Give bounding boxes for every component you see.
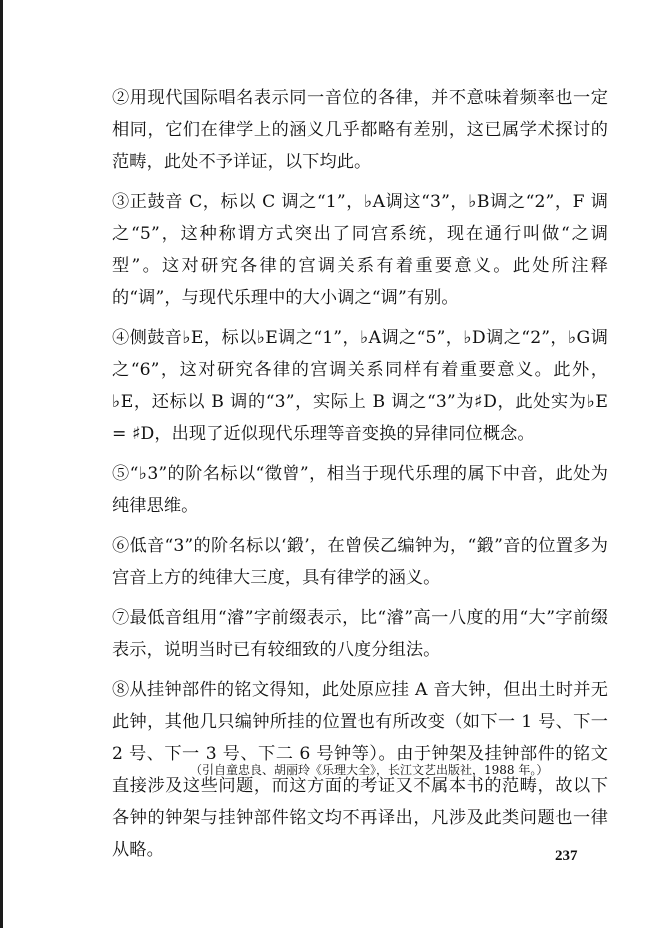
note-3-paragraph: ③正鼓音 C，标以 C 调之“1”，♭A调这“3”，♭B调之“2”，F 调之“5”，这种称谓方式突出了同宫系统，现在通行叫做“之调型”。这对研究各律的宫调关系有着重要意义。此处所注释的“调”，与现代乐理中的大小调之“调”有别。 (112, 192, 608, 308)
note-4-paragraph: ④侧鼓音♭E，标以♭E调之“1”，♭A调之“5”，♭D调之“2”，♭G调之“6”，这对研究各律的宫调关系同样有着重要意义。此外，♭E，还标以 B 调的“3”，实际上 B 调之“3”为♯D，此处实为♭E = ♯D，出现了近似现代乐理等音变换的异律同位概念。 (112, 328, 608, 444)
page-edge-line (0, 0, 3, 928)
note-6-paragraph: ⑥低音“3”的阶名标以‘鍛’，在曾侯乙编钟为，“鍛”音的位置多为宫音上方的纯律大三度，具有律学的涵义。 (112, 536, 608, 588)
page-number: 237 (555, 848, 578, 864)
note-5-paragraph: ⑤“♭3”的阶名标以“徵曾”，相当于现代乐理的属下中音，此处为纯律思维。 (112, 464, 608, 516)
source-citation: （引自童忠良、胡丽玲《乐理大全》，长江文艺出版社，1988 年。） (190, 763, 549, 777)
page-body (112, 82, 608, 874)
note-2-paragraph: ②用现代国际唱名表示同一音位的各律，并不意味着频率也一定相同，它们在律学上的涵义几乎都略有差别，这已属学术探讨的范畴，此处不予详证，以下均此。 (112, 88, 608, 172)
note-8-paragraph: ⑧从挂钟部件的铭文得知，此处原应挂 A 音大钟，但出土时并无此钟，其他几只编钟所挂的位置也有所改变（如下一 1 号、下一 2 号、下一 3 号、下二 6 号钟等）。由于钟架及挂钟部件的铭文直接涉及这些问题，而这方面的考证又不属本书的范畴，故以下各钟的钟架与挂钟部件铭文均不再译出，凡涉及此类问题也一律从略。 (112, 680, 608, 860)
note-7-paragraph: ⑦最低音组用“濬”字前缀表示，比“濬”高一八度的用“大”字前缀表示，说明当时已有较细致的八度分组法。 (112, 608, 608, 660)
